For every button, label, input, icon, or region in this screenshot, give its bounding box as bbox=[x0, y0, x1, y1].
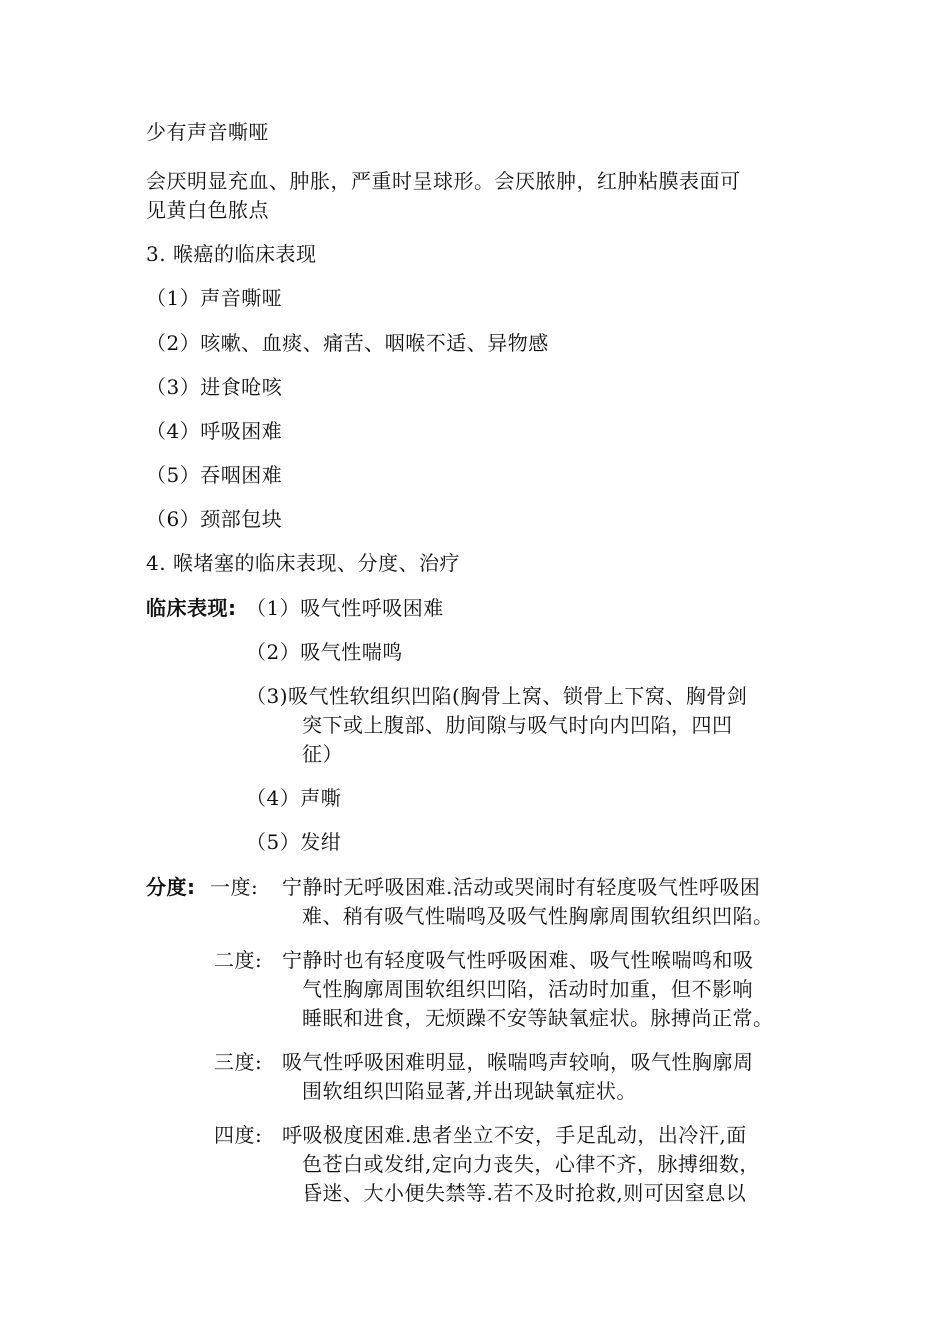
list-item: （5）发绀 bbox=[246, 830, 342, 854]
grade-text: 昏迷、大小便失禁等.若不及时抢救,则可因窒息以 bbox=[302, 1181, 747, 1205]
grade-label: 三度: bbox=[214, 1050, 263, 1074]
grading-label: 分度: bbox=[146, 875, 196, 899]
grade-text: 宁静时无呼吸困难.活动或哭闹时有轻度吸气性呼吸困 bbox=[282, 875, 761, 899]
list-item: （4）声嘶 bbox=[246, 786, 342, 810]
list-item: （2）咳嗽、血痰、痛苦、咽喉不适、异物感 bbox=[146, 331, 549, 355]
list-item: 征） bbox=[302, 742, 343, 766]
list-item: 突下或上腹部、肋间隙与吸气时向内凹陷，四凹 bbox=[302, 713, 733, 737]
list-item: （6）颈部包块 bbox=[146, 507, 283, 531]
list-item: （1）吸气性呼吸困难 bbox=[246, 596, 444, 620]
list-item: （3）进食呛咳 bbox=[146, 375, 283, 399]
grade-text: 睡眠和进食，无烦躁不安等缺氧症状。脉搏尚正常。 bbox=[302, 1006, 774, 1030]
list-item: （2）吸气性喘鸣 bbox=[246, 640, 403, 664]
list-item: （3)吸气性软组织凹陷(胸骨上窝、锁骨上下窝、胸骨剑 bbox=[246, 684, 748, 708]
grade-text: 难、稍有吸气性喘鸣及吸气性胸廓周围软组织凹陷。 bbox=[302, 904, 774, 928]
paragraph-text: 见黄白色脓点 bbox=[146, 198, 269, 222]
section-heading: 4. 喉堵塞的临床表现、分度、治疗 bbox=[146, 551, 460, 575]
grade-text: 色苍白或发绀,定向力丧失，心律不齐，脉搏细数， bbox=[302, 1152, 760, 1176]
list-item: （5）吞咽困难 bbox=[146, 463, 283, 487]
paragraph-text: 少有声音嘶哑 bbox=[146, 120, 269, 144]
section-heading: 3. 喉癌的临床表现 bbox=[146, 242, 317, 266]
grade-label: 四度: bbox=[214, 1123, 263, 1147]
grade-text: 气性胸廓周围软组织凹陷，活动时加重，但不影响 bbox=[302, 977, 753, 1001]
grade-text: 围软组织凹陷显著,并出现缺氧症状。 bbox=[302, 1079, 637, 1103]
clinical-label: 临床表现: bbox=[146, 596, 237, 620]
list-item: （1）声音嘶哑 bbox=[146, 286, 283, 310]
grade-text: 吸气性呼吸困难明显，喉喘鸣声较响，吸气性胸廓周 bbox=[282, 1050, 754, 1074]
grade-text: 呼吸极度困难.患者坐立不安，手足乱动，出冷汗,面 bbox=[282, 1123, 747, 1147]
grade-text: 宁静时也有轻度吸气性呼吸困难、吸气性喉喘鸣和吸 bbox=[282, 948, 754, 972]
grade-label: 一度: bbox=[210, 875, 259, 899]
grade-label: 二度: bbox=[214, 948, 263, 972]
list-item: （4）呼吸困难 bbox=[146, 419, 283, 443]
paragraph-text: 会厌明显充血、肿胀，严重时呈球形。会厌脓肿，红肿粘膜表面可 bbox=[146, 169, 741, 193]
